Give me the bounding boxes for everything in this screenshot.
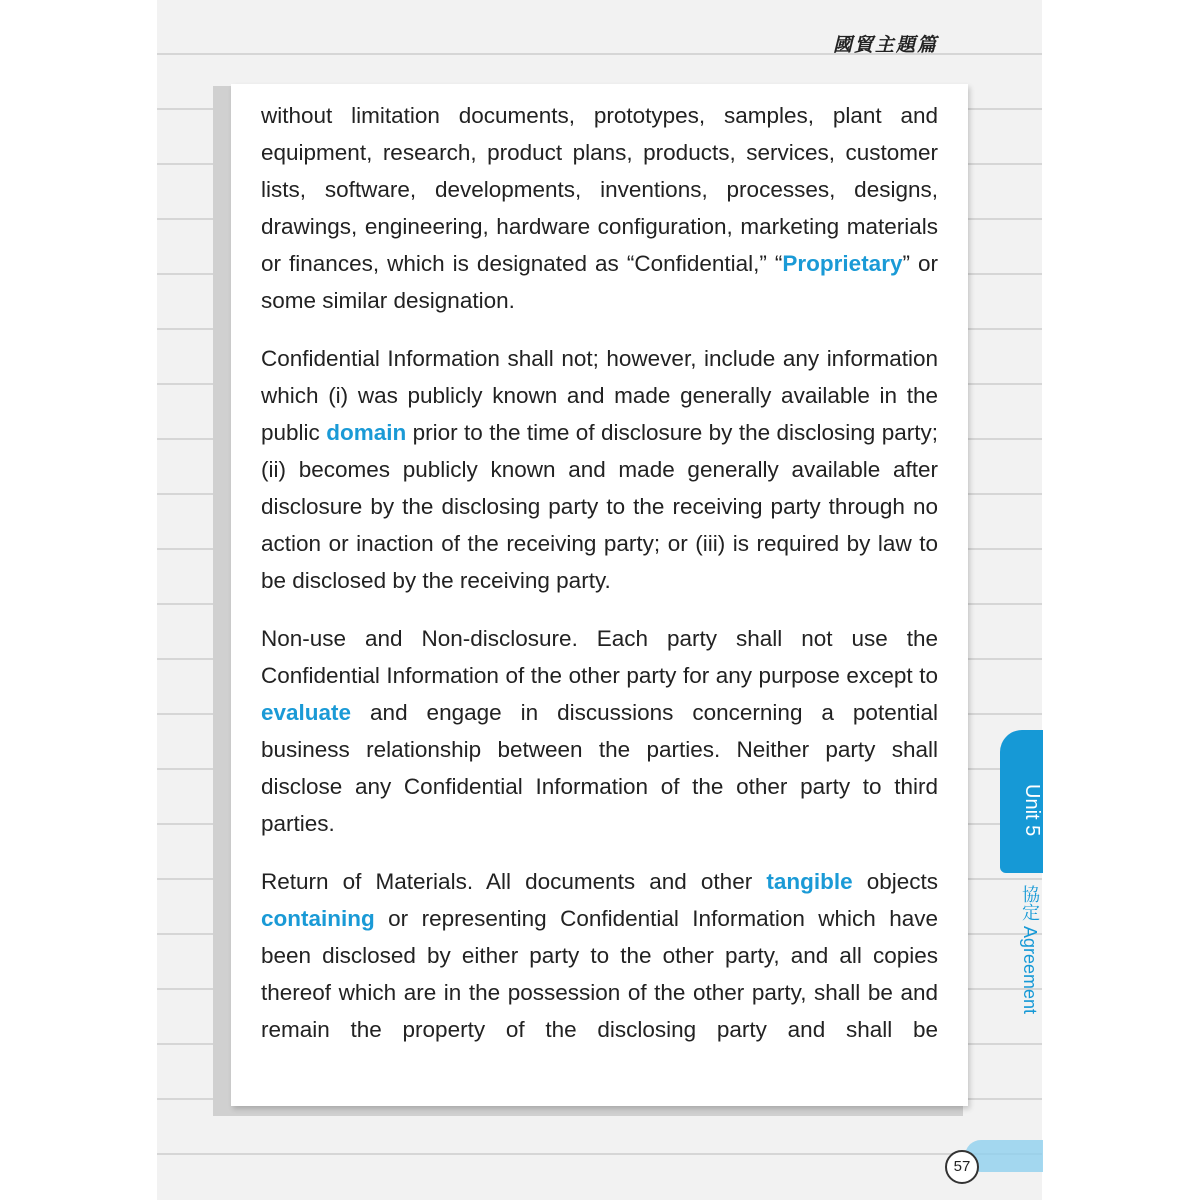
highlight-tangible: tangible [766, 869, 853, 894]
paragraph-2: Confidential Information shall not; however, include any information which (i) was publicly known and made generally available in the public domain prior to the time of disclosure by the disclosing party; (ii) becomes publicly known and made generally available after disclosure by the disclosing party to the receiving party through no action or inaction of the receiving party; or (iii) is required by law to be disclosed by the receiving party. [261, 346, 938, 593]
body-text [261, 97, 938, 1069]
highlight-containing: containing [261, 906, 375, 931]
paragraph-3: Non-use and Non-disclosure. Each party shall not use the Confidential Information of the other party for any purpose except to evaluate and engage in discussions concerning a potential business relationship between the parties. Neither party shall disclose any Confidential Information of the other party to third parties. [261, 626, 938, 836]
unit-tab-label: Unit 5 [1021, 783, 1043, 837]
page-number: 57 [945, 1150, 979, 1184]
paragraph-1: without limitation documents, prototypes, samples, plant and equipment, research, product plans, products, services, customer lists, software, developments, inventions, processes, designs, drawings, engineering, hardware configuration, marketing materials or finances, which is designated as “Confidential,” “Proprietary” or some similar designation. [261, 103, 939, 313]
unit-title-label: 協定 Agreement [1020, 885, 1040, 1015]
highlight-evaluate: evaluate [261, 700, 352, 725]
running-head: 國貿主題篇 [832, 35, 938, 56]
highlight-domain: domain [326, 420, 407, 445]
paragraph-4: Return of Materials. All documents and other tangible objects containing or representing Confidential Information which have been disclosed by either party to the other party, and all copies thereof which are in the possession of the other party, shall be and remain the property of the disclosing party and shall be [261, 869, 939, 1042]
highlight-proprietary: Proprietary [782, 251, 903, 276]
